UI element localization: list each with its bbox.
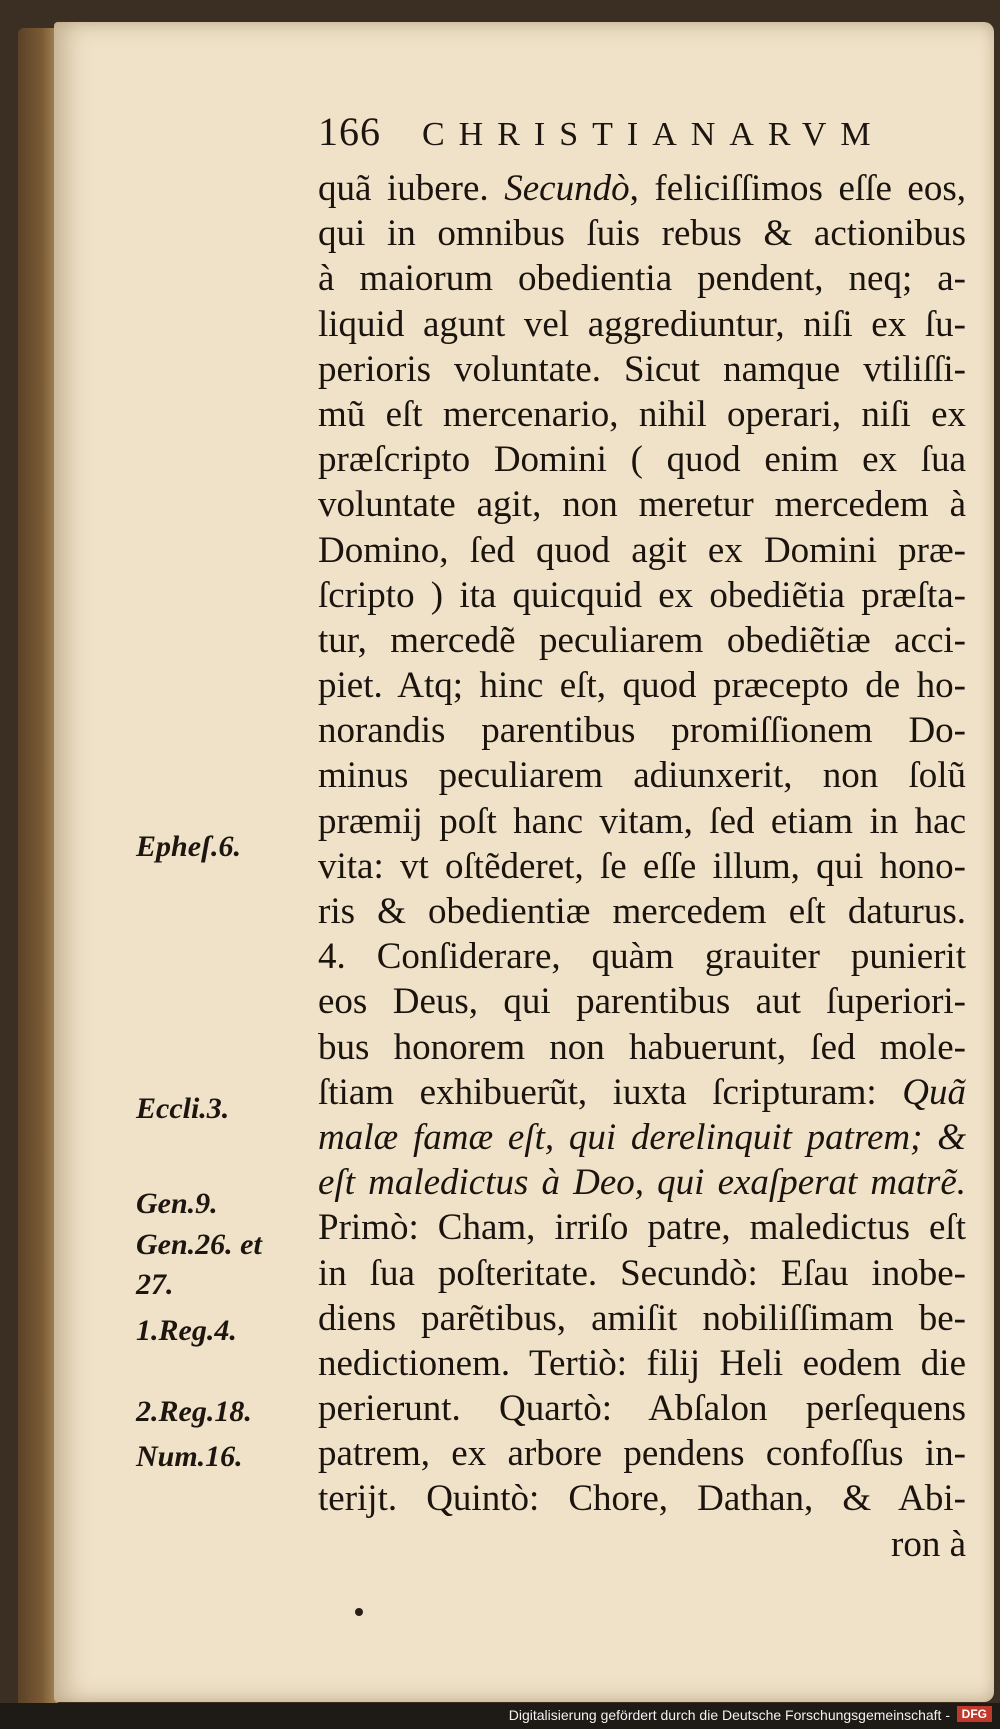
page-number: 166	[318, 109, 381, 154]
text-run: minus peculiarem adiunxerit, non ſolũ	[318, 755, 966, 797]
text-line	[318, 1025, 966, 1070]
text-line	[318, 708, 966, 753]
text-line	[318, 1115, 966, 1160]
margin-note: 27.	[136, 1268, 174, 1302]
text-line	[318, 573, 966, 618]
text-run: eſt maledictus à Deo, qui exaſperat matrẽ.	[318, 1162, 966, 1204]
text-run: perioris voluntate. Sicut namque vtiliſſi-	[318, 348, 966, 390]
text-line	[318, 528, 966, 573]
text-run: ſcripto ) ita quicquid ex obediẽtia præſta-	[318, 574, 966, 616]
body-text	[318, 166, 966, 1567]
text-run: qui in omnibus ſuis rebus & actionibus	[318, 213, 966, 255]
text-line	[318, 302, 966, 347]
text-line	[318, 1251, 966, 1296]
text-run: Quã	[902, 1071, 966, 1113]
text-line	[318, 979, 966, 1024]
text-line	[318, 934, 966, 979]
page-edge	[18, 28, 58, 1718]
margin-note: Epheſ.6.	[136, 829, 241, 863]
text-run: norandis parentibus promiſſionem Do-	[318, 710, 966, 752]
text-line	[318, 1070, 966, 1115]
text-run: ris & obedientiæ mercedem eſt daturus.	[318, 891, 966, 932]
text-run: præmij poſt hanc vitam, ſed etiam in hac	[318, 800, 966, 842]
text-run: nedictionem. Tertiò: filij Heli eodem die	[318, 1342, 966, 1384]
text-run: Domino, ſed quod agit ex Domini præ-	[318, 529, 966, 571]
text-run: tur, mercedẽ peculiarem obediẽtiæ acci-	[318, 619, 966, 661]
text-run: 4. Conſiderare, quàm grauiter punierit	[318, 936, 966, 978]
text-run: terijt. Quintò: Chore, Dathan, & Abi-	[318, 1478, 966, 1520]
margin-note: 2.Reg.18.	[136, 1394, 252, 1428]
running-title: CHRISTIANARVM	[422, 116, 885, 153]
text-run: quã iubere.	[318, 168, 505, 209]
text-line	[318, 166, 966, 211]
margin-note: Gen.9.	[136, 1187, 218, 1220]
text-run: in ſua poſteritate. Secundò: Eſau inobe-	[318, 1252, 966, 1294]
text-line	[318, 1386, 966, 1431]
text-line	[318, 392, 966, 437]
text-run: Secundò	[504, 168, 630, 209]
text-line	[318, 437, 966, 482]
text-run: , feliciſſimos eſſe eos,	[629, 168, 966, 209]
text-run: liquid agunt vel aggrediuntur, niſi ex ſu-	[318, 303, 966, 345]
text-run: diens parẽtibus, amiſit nobiliſſimam be-	[318, 1297, 966, 1339]
text-run: eos Deus, qui parentibus aut ſuperiori-	[318, 981, 966, 1023]
text-line	[318, 1205, 966, 1250]
text-run: ſtiam exhibuerũt, iuxta ſcripturam:	[318, 1071, 903, 1113]
text-run: perierunt. Quartò: Abſalon perſequens	[318, 1388, 966, 1430]
text-run: à maiorum obedientia pendent, neq; a-	[318, 258, 966, 300]
text-line	[318, 256, 966, 301]
text-line	[318, 1431, 966, 1476]
text-line	[318, 618, 966, 663]
text-line	[318, 799, 966, 844]
margin-note: Num.16.	[136, 1440, 243, 1474]
ink-mark	[355, 1608, 363, 1616]
margin-note: 1.Reg.4.	[136, 1313, 237, 1347]
text-line	[318, 663, 966, 708]
margin-note: Gen.26. et	[136, 1227, 262, 1261]
text-run: vita: vt oſtẽderet, ſe eſſe illum, qui hono-	[318, 845, 966, 887]
text-line	[318, 844, 966, 889]
text-line	[318, 753, 966, 798]
margin-note: Eccli.3.	[136, 1092, 230, 1126]
text-run: voluntate agit, non meretur mercedem à	[318, 484, 966, 526]
text-run: mũ eſt mercenario, nihil operari, niſi ex	[318, 393, 966, 435]
text-run: ron à	[891, 1523, 966, 1565]
text-line	[318, 1296, 966, 1341]
text-run: piet. Atq; hinc eſt, quod præcepto de ho-	[318, 665, 966, 707]
text-run: bus honorem non habuerunt, ſed mole-	[318, 1026, 966, 1068]
text-line	[318, 1160, 966, 1205]
text-line	[318, 1476, 966, 1521]
text-line	[318, 211, 966, 256]
text-line	[318, 889, 966, 934]
text-line	[318, 1522, 966, 1567]
text-line	[318, 347, 966, 392]
text-run: Primò: Cham, irriſo patre, maledictus eſt	[318, 1207, 966, 1249]
text-run: præſcripto Domini ( quod enim ex ſua	[318, 439, 966, 481]
text-run: malæ famæ eſt, qui derelinquit patrem; &	[318, 1116, 966, 1158]
page-header	[318, 108, 885, 155]
digitization-credit: Digitalisierung gefördert durch die Deutsche Forschungsgemeinschaft -	[508, 1707, 950, 1723]
text-line	[318, 1341, 966, 1386]
text-run: patrem, ex arbore pendens confoſſus in-	[318, 1433, 966, 1475]
text-line	[318, 482, 966, 527]
dfg-logo: DFG	[957, 1706, 992, 1722]
